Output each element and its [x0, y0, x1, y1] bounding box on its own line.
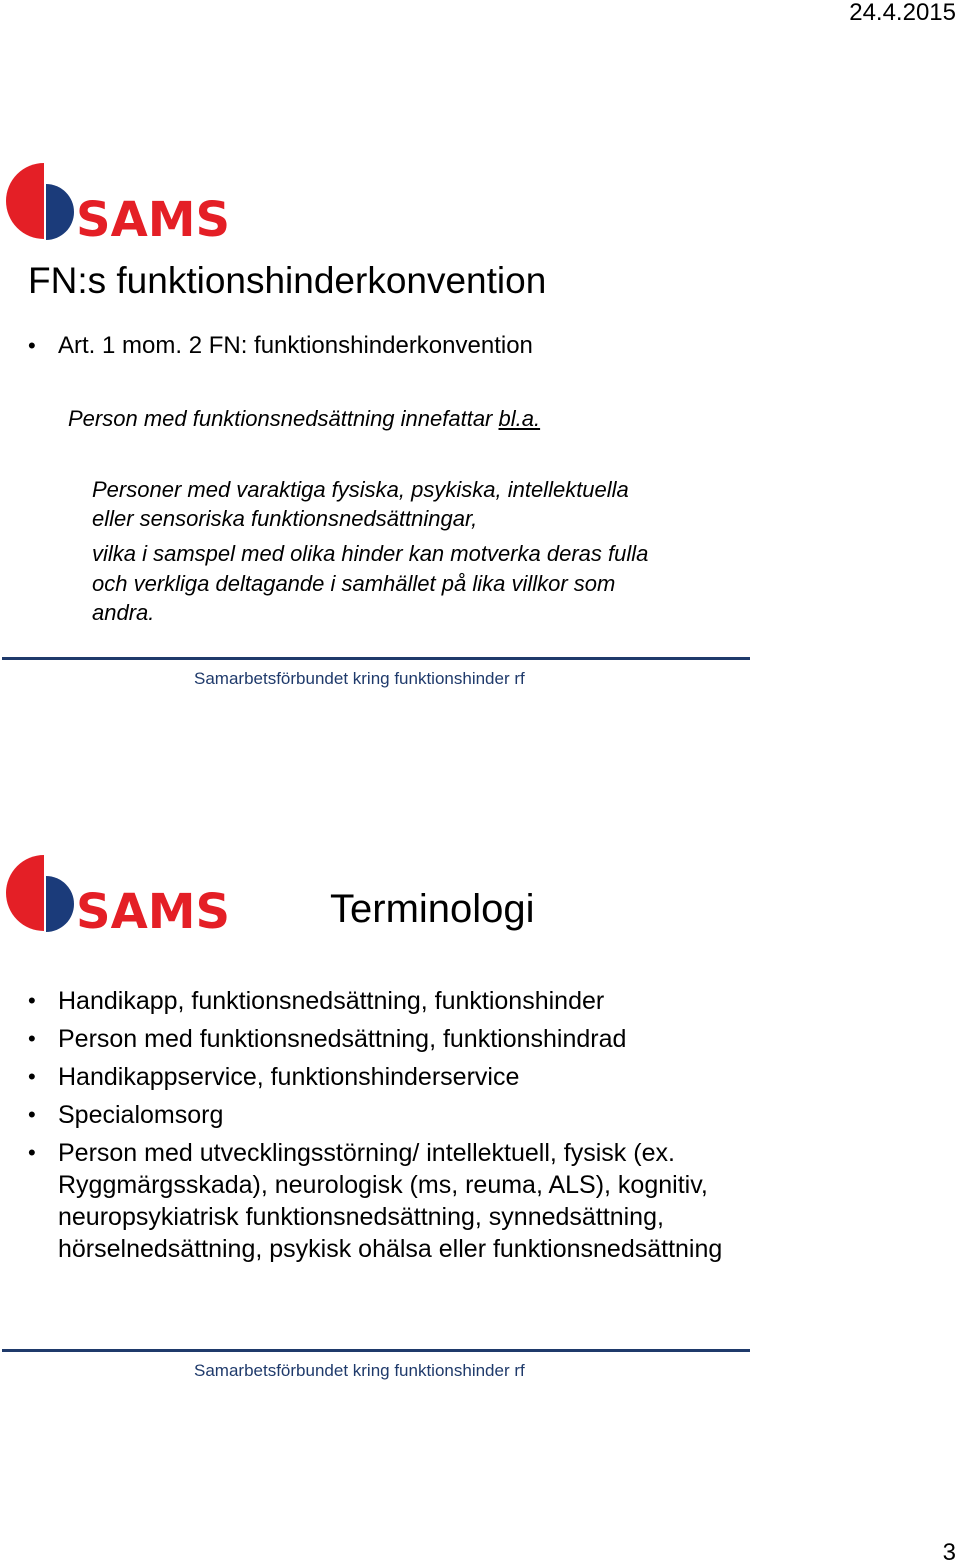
- list-item: [28, 985, 728, 1017]
- bullet-icon: •: [28, 1140, 36, 1165]
- logo-navy-half-icon: [46, 876, 74, 932]
- slide2-footer-text: Samarbetsförbundet kring funktionshinder rf: [194, 1361, 525, 1380]
- slide1-quote-line: och verkliga deltagande i samhället på lika villkor som: [92, 571, 616, 596]
- bullet-icon: •: [28, 1102, 36, 1127]
- slide1-quote-line: eller sensoriska funktionsnedsättningar,: [92, 506, 478, 531]
- logo-navy-half-icon: [46, 184, 74, 240]
- logo-text: SAMS: [76, 192, 231, 248]
- logo-red-half-icon: [6, 855, 44, 931]
- slide1-title: FN:s funktionshinderkonvention: [28, 260, 547, 301]
- list-item-text: Specialomsorg: [58, 1101, 224, 1129]
- bullet-icon: •: [28, 333, 36, 358]
- slide1-bullet: [28, 331, 533, 361]
- slide1-subhead-text: Person med funktionsnedsättning innefattar: [68, 406, 499, 431]
- slide1-quote-line: vilka i samspel med olika hinder kan motverka deras fulla: [92, 541, 649, 566]
- slide1-footer-divider: [2, 657, 750, 660]
- bullet-icon: •: [28, 988, 36, 1013]
- list-item-text: Handikappservice, funktionshinderservice: [58, 1063, 520, 1091]
- list-item-text: Person med utvecklingsstörning/ intellektuell, fysisk (ex. Ryggmärgsskada), neurologisk (ms, reuma, ALS), kognitiv, neuropsykiatrisk funktionsnedsättning, synnedsättning, hörselnedsättning, psykisk ohälsa eller funktionsnedsättning: [58, 1139, 723, 1263]
- slide1-bullet-text: Art. 1 mom. 2 FN: funktionshinderkonvention: [58, 332, 533, 359]
- slide1-quote-line: andra.: [92, 600, 155, 625]
- list-item: [28, 1099, 728, 1131]
- list-item: [28, 1061, 728, 1093]
- date: 24.4.2015: [849, 0, 956, 26]
- slide1-quote-line: Personer med varaktiga fysiska, psykiska, intellektuella: [92, 477, 629, 502]
- list-item: [28, 1137, 728, 1265]
- logo-red-half-icon: [6, 163, 44, 239]
- sams-logo: [4, 852, 231, 940]
- page-number: 3: [942, 1539, 956, 1566]
- slide1-subhead: [68, 405, 540, 433]
- slide1-footer-text: Samarbetsförbundet kring funktionshinder rf: [194, 669, 525, 688]
- list-item-text: Handikapp, funktionsnedsättning, funktionshinder: [58, 987, 605, 1015]
- bullet-icon: •: [28, 1064, 36, 1089]
- list-item: [28, 1023, 728, 1055]
- logo-text: SAMS: [76, 884, 231, 940]
- slide2-bullet-list: [28, 985, 728, 1271]
- bullet-icon: •: [28, 1026, 36, 1051]
- slide2-title: Terminologi: [330, 887, 535, 931]
- slide2-footer-divider: [2, 1349, 750, 1352]
- sams-logo: [4, 160, 231, 248]
- list-item-text: Person med funktionsnedsättning, funktionshindrad: [58, 1025, 627, 1053]
- slide1-subhead-link[interactable]: bl.a.: [498, 406, 541, 431]
